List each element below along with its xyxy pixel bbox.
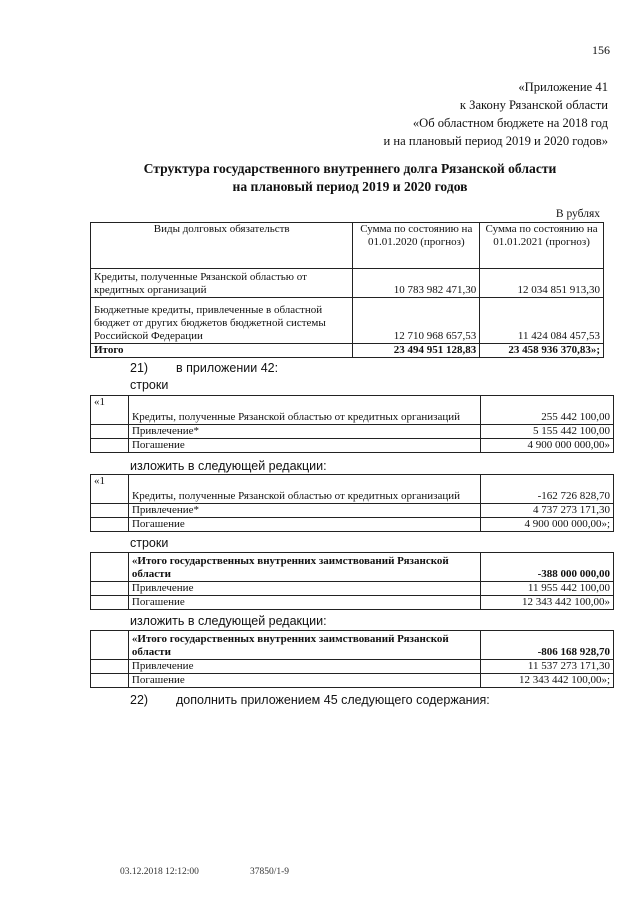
- row-name: Привлечение*: [128, 504, 480, 518]
- table-row: [91, 553, 614, 582]
- header-cell: Сумма по состоянию на 01.01.2020 (прогноз): [353, 223, 480, 269]
- borrowing-table-old-total: [90, 552, 614, 610]
- header-cell: Виды долговых обязательств: [91, 223, 353, 269]
- table-row: [91, 582, 614, 596]
- row-value: 255 442 100,00: [481, 396, 614, 425]
- row-value: 12 343 442 100,00»;: [481, 674, 614, 688]
- row-name: Погашение: [128, 596, 480, 610]
- item-22-text: дополнить приложением 45 следующего содержания:: [176, 693, 490, 707]
- total-value-2021: 23 458 936 370,83»;: [480, 344, 604, 358]
- footer-datetime: 03.12.2018 12:12:00: [120, 867, 199, 877]
- row-value: -806 168 928,70: [481, 631, 614, 660]
- row-name: «Итого государственных внутренних заимствований Рязанской области: [128, 631, 480, 660]
- appendix-line-1: «Приложение 41: [518, 80, 608, 94]
- table-row: [91, 518, 614, 532]
- table-row: [91, 298, 604, 344]
- item-22-number: 22): [130, 693, 149, 707]
- row-name: Погашение: [128, 439, 480, 453]
- unit-note: В рублях: [555, 208, 600, 220]
- row-value: -162 726 828,70: [481, 475, 614, 504]
- row-name: Кредиты, полученные Рязанской областью от кредитных организаций: [91, 269, 353, 298]
- total-value-2020: 23 494 951 128,83: [353, 344, 480, 358]
- row-value: 11 537 273 171,30: [481, 660, 614, 674]
- table-row: [91, 269, 604, 298]
- table-row: [91, 439, 614, 453]
- label-replace-2: изложить в следующей редакции:: [130, 614, 327, 628]
- row-value: 4 900 000 000,00»: [481, 439, 614, 453]
- row-value: 11 955 442 100,00: [481, 582, 614, 596]
- title-line-1: Структура государственного внутреннего долга Рязанской области: [143, 161, 557, 176]
- row-name: Кредиты, полученные Рязанской областью от кредитных организаций: [128, 475, 480, 504]
- row-value-2020: 12 710 968 657,53: [353, 298, 480, 344]
- label-rows-2: строки: [130, 536, 169, 550]
- row-name: Привлечение: [128, 660, 480, 674]
- header-cell: Сумма по состоянию на 01.01.2021 (прогноз): [480, 223, 604, 269]
- table-row: [91, 660, 614, 674]
- appendix-line-4: и на плановый период 2019 и 2020 годов»: [383, 134, 608, 148]
- label-rows-1: строки: [130, 378, 169, 392]
- item-21-text: в приложении 42:: [176, 361, 279, 375]
- table-row: [91, 596, 614, 610]
- row-value: 4 737 273 171,30: [481, 504, 614, 518]
- row-value-2021: 11 424 084 457,53: [480, 298, 604, 344]
- table-header-row: [91, 223, 604, 269]
- row-value-2021: 12 034 851 913,30: [480, 269, 604, 298]
- total-row: [91, 344, 604, 358]
- row-number: «1: [91, 475, 129, 504]
- table-row: [91, 475, 614, 504]
- row-value: 12 343 442 100,00»: [481, 596, 614, 610]
- row-name: Бюджетные кредиты, привлеченные в областной бюджет от других бюджетов бюджетной системы Российской Федерации: [91, 298, 353, 344]
- row-number: «1: [91, 396, 129, 425]
- table-row: [91, 504, 614, 518]
- table-row: [91, 631, 614, 660]
- row-name: Привлечение*: [128, 425, 480, 439]
- footer-doc-id: 37850/1-9: [250, 867, 290, 877]
- title-line-2: на плановый период 2019 и 2020 годов: [232, 179, 468, 194]
- row-value: -388 000 000,00: [481, 553, 614, 582]
- appendix-line-2: к Закону Рязанской области: [459, 98, 608, 112]
- row-name: Привлечение: [128, 582, 480, 596]
- row-value: 5 155 442 100,00: [481, 425, 614, 439]
- row-value-2020: 10 783 982 471,30: [353, 269, 480, 298]
- table-row: [91, 425, 614, 439]
- label-replace-1: изложить в следующей редакции:: [130, 459, 327, 473]
- appendix-header: [384, 78, 608, 150]
- total-label: Итого: [91, 344, 353, 358]
- row-name: Погашение: [128, 674, 480, 688]
- borrowing-table-old-credits: [90, 395, 614, 453]
- table-row: [91, 674, 614, 688]
- item-21-number: 21): [130, 361, 149, 375]
- row-name: Кредиты, полученные Рязанской областью от кредитных организаций: [128, 396, 480, 425]
- row-name: Погашение: [128, 518, 480, 532]
- page-number: 156: [592, 43, 610, 57]
- debt-structure-table: [90, 222, 604, 358]
- borrowing-table-new-total: [90, 630, 614, 688]
- table-row: [91, 396, 614, 425]
- document-title: [60, 160, 640, 196]
- appendix-line-3: «Об областном бюджете на 2018 год: [412, 116, 608, 130]
- row-name: «Итого государственных внутренних заимствований Рязанской области: [128, 553, 480, 582]
- row-value: 4 900 000 000,00»;: [481, 518, 614, 532]
- borrowing-table-new-credits: [90, 474, 614, 532]
